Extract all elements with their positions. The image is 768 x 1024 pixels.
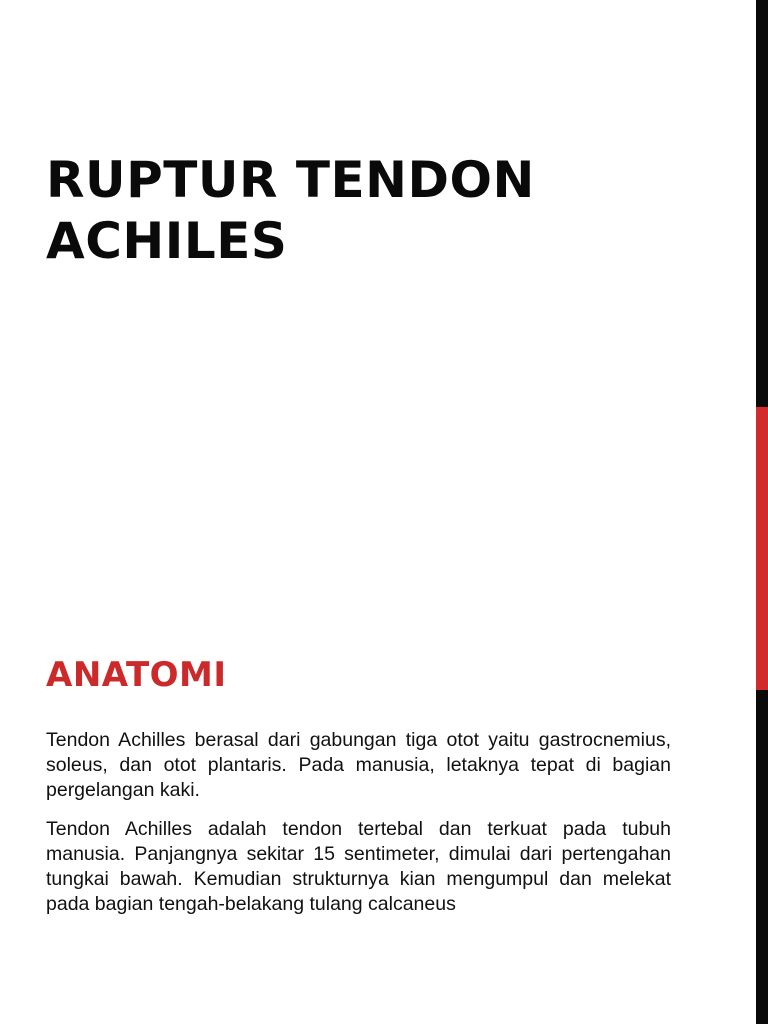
slide-title [46, 150, 726, 272]
body-paragraph-2: Tendon Achilles adalah tendon tertebal dan terkuat pada tubuh manusia. Panjangnya sekitar 15 sentimeter, dimulai dari pertengahan tungkai bawah. Kemudian strukturnya kian mengumpul dan melekat pada bagian tengah-belakang tulang calcaneus [46, 818, 671, 915]
section-heading: ANATOMI [46, 655, 227, 695]
body-paragraph-1: Tendon Achilles berasal dari gabungan tiga otot yaitu gastrocnemius, soleus, dan otot plantaris. Pada manusia, letaknya tepat di bagian pergelangan kaki. [46, 729, 671, 801]
side-accent-bar-red-segment [756, 407, 768, 690]
slide-title-line-2: ACHILES [46, 212, 288, 270]
slide-title-line-1: RUPTUR TENDON [46, 151, 535, 209]
